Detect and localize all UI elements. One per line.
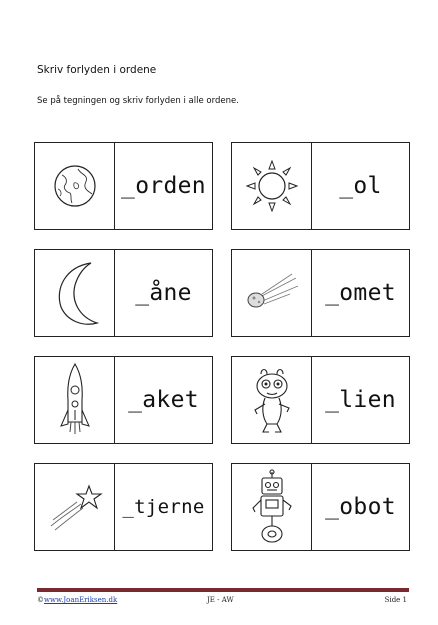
footer-page-number: Side 1 [384, 596, 407, 604]
word-card-omet [231, 249, 410, 337]
footer-copyright: ©www.JoanEriksen.dk [37, 596, 118, 604]
footer [37, 596, 409, 608]
worksheet-title: Skriv forlyden i ordene [37, 64, 157, 76]
word-text: _obot [325, 494, 396, 520]
comet-icon [232, 250, 312, 336]
word-text: _lien [325, 387, 396, 413]
word-card-ane [34, 249, 213, 337]
robot-icon [232, 464, 312, 550]
word-text: _aket [128, 387, 199, 413]
word-card-orden [34, 142, 213, 230]
word-text: _ol [339, 173, 382, 199]
footer-author: JE - AW [207, 596, 234, 604]
word-text: _tjerne [122, 496, 205, 518]
footer-website-link[interactable]: www.JoanEriksen.dk [44, 596, 118, 604]
rocket-icon [35, 357, 115, 443]
word-text: _åne [135, 280, 192, 306]
shooting-star-icon [35, 464, 115, 550]
word-card-aket [34, 356, 213, 444]
moon-icon [35, 250, 115, 336]
worksheet-instruction: Se på tegningen og skriv forlyden i alle ordene. [37, 96, 239, 106]
alien-icon [232, 357, 312, 443]
word-card-tjerne [34, 463, 213, 551]
earth-icon [35, 143, 115, 229]
word-text: _orden [121, 173, 206, 199]
word-text: _omet [325, 280, 396, 306]
word-card-obot [231, 463, 410, 551]
sun-icon [232, 143, 312, 229]
word-card-ol [231, 142, 410, 230]
footer-rule [37, 588, 409, 592]
word-card-lien [231, 356, 410, 444]
